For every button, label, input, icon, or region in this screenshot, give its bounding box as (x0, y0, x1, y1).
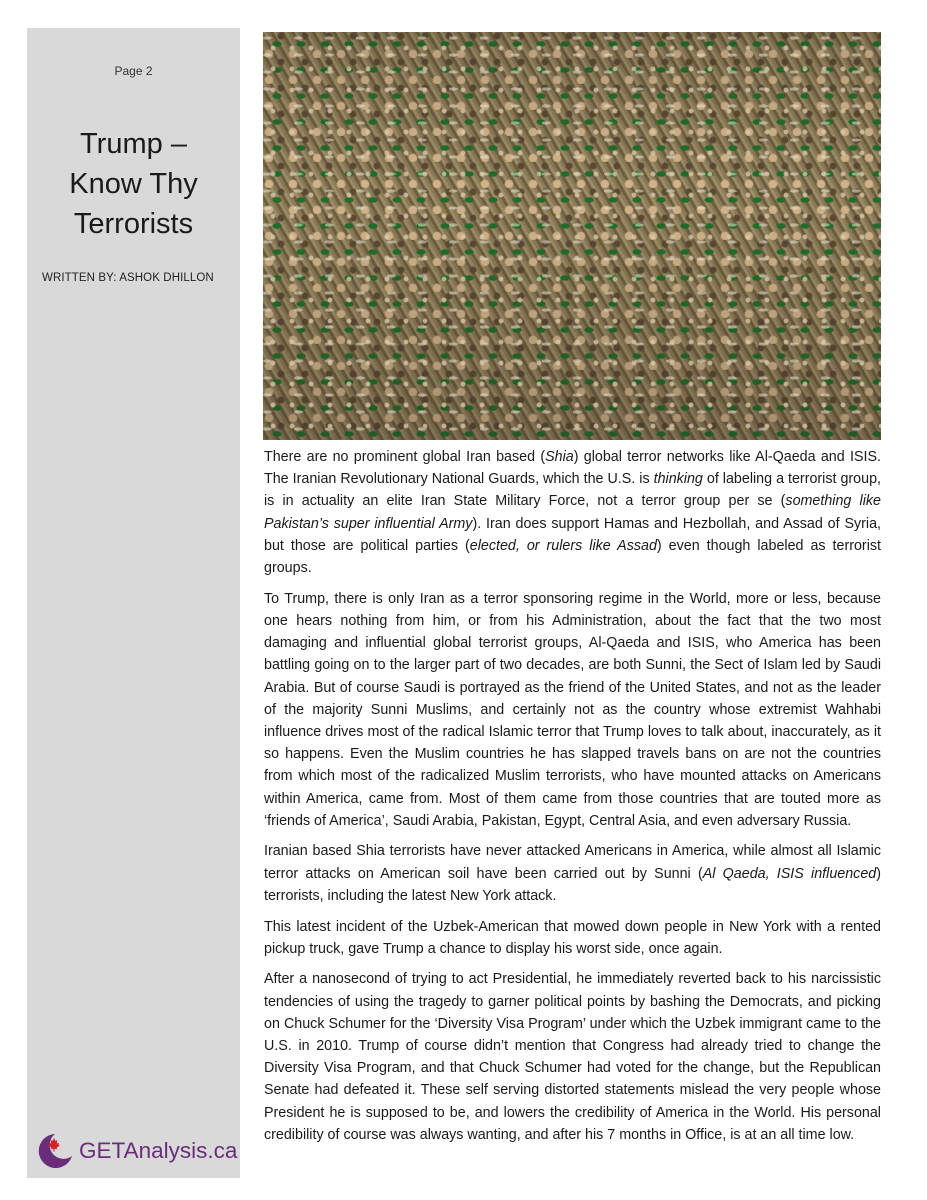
title-line-3: Terrorists (73, 208, 194, 240)
page-number: Page 2 (114, 64, 153, 78)
paragraph-4: This latest incident of the Uzbek-American that mowed down people in New York with a rented pickup truck, gave Trump a chance to display his worst side, once again. (264, 918, 881, 957)
sidebar (27, 28, 240, 1178)
paragraph-3: Iranian based Shia terrorists have never attacked Americans in America, while almost all Islamic terror attacks on American soil have been carried out by Sunni (Al Qaeda, ISIS influenced) terrorists, including the latest New York attack. (264, 843, 881, 904)
title-line-2: Know Thy (69, 168, 198, 200)
title-line-1: Trump – (80, 128, 187, 160)
article-title (27, 124, 240, 244)
paragraph-1: There are no prominent global Iran based (Shia) global terror networks like Al-Qaeda and ISIS. The Iranian Revolutionary National Guards, which the U.S. is thinking of labeling a terrorist group, is in actuality an elite Iran State Military Force, not a terror group per se (something like Pakistan’s super influential Army). Iran does support Hamas and Hezbollah, and Assad of Syria, but those are political parties (elected, or rulers like Assad) even though labeled as terrorist groups. (264, 449, 882, 577)
military-parade-photo (263, 32, 881, 440)
logo-text: GETAnalysis.ca (79, 1138, 238, 1163)
paragraph-2: To Trump, there is only Iran as a terror sponsoring regime in the World, more or less, because one hears nothing from him, or from his Administration, about the fact that the two most damaging and influential global terrorist groups, Al-Qaeda and ISIS, who America has been battling going on to the larger part of two decades, are both Sunni, the Sect of Islam led by Saudi Arabia. But of course Saudi is portrayed as the friend of the United States, and not as the leader of the majority Sunni Muslims, and certainly not as the country whose extremist Wahhabi influence drives most of the radical Islamic terror that Trump loves to talk about, inaccurately, as it so happens. Even the Muslim countries he has slapped travels bans on are not the countries from which most of the radicalized Muslim terrorists, who have mounted attacks on Americans within America, came from. Most of them came from those countries that are touted more as ‘friends of America’, Saudi Arabia, Pakistan, Egypt, Central Asia, and even adversary Russia. (264, 590, 881, 829)
getanalysis-logo[interactable] (33, 1127, 243, 1175)
article-body (264, 446, 881, 1155)
maple-leaf-crescent-icon (33, 1129, 77, 1173)
paragraph-5: After a nanosecond of trying to act Presidential, he immediately reverted back to his narcissistic tendencies of using the tragedy to garner political points by bashing the Democrats, and picking on Chuck Schumer for the ‘Diversity Visa Program’ under which the Uzbek immigrant came to the U.S. in 2010. Trump of course didn’t mention that Congress had already tried to change the Diversity Visa Program, and that Chuck Schumer had voted for the change, but the Republican Senate had defeated it. These self serving distorted statements mislead the very people whose President he is supposed to be, and lowers the credibility of America in the World. His personal credibility of course was always wanting, and after his 7 months in Office, is at an all time low. (264, 971, 881, 1143)
byline: WRITTEN BY: ASHOK DHILLON (42, 272, 214, 284)
photo-texture (263, 32, 881, 440)
